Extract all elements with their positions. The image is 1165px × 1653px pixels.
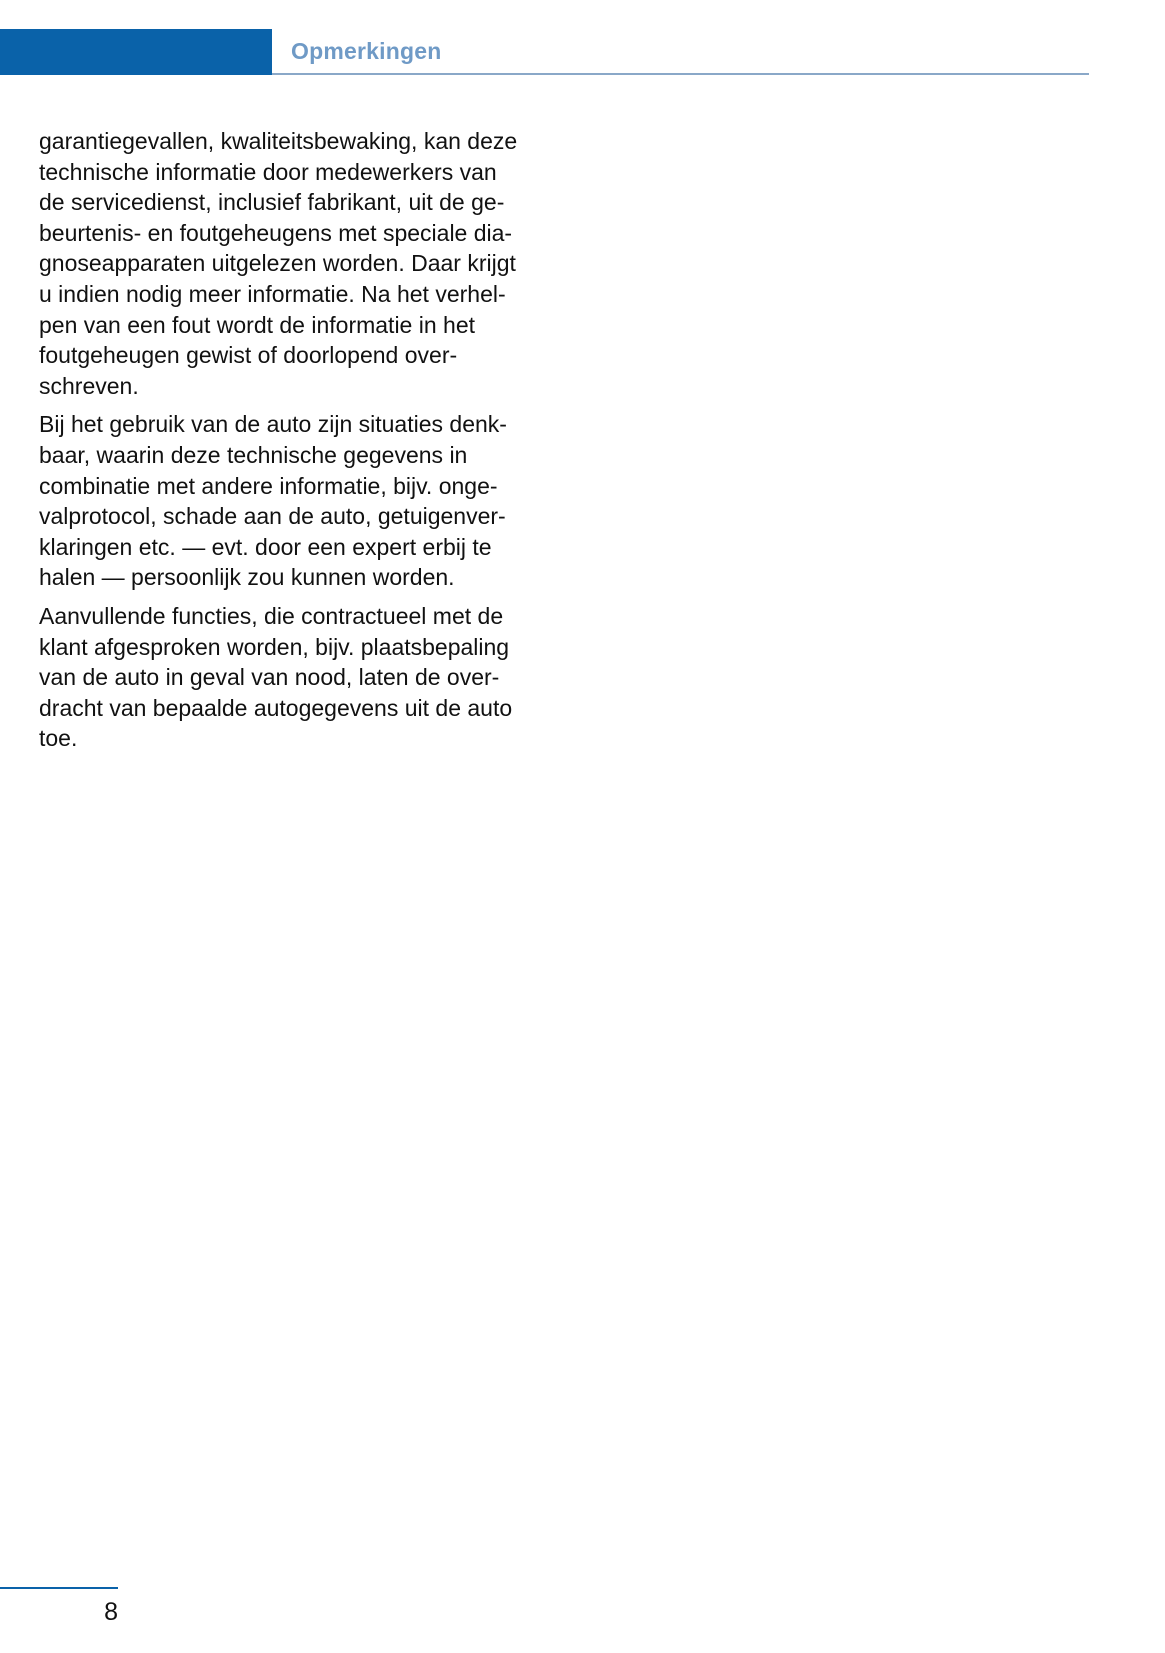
footer-rule xyxy=(0,1587,118,1589)
text-line: dracht van bepaalde autogegevens uit de auto xyxy=(39,694,513,721)
text-line: gnoseapparaten uitgelezen worden. Daar krijgt xyxy=(39,250,516,277)
text-line: Aanvullende functies, die contractueel met de xyxy=(39,602,504,629)
section-title: Opmerkingen xyxy=(291,38,442,64)
text-line: toe. xyxy=(39,725,78,752)
header-rule xyxy=(272,73,1089,75)
text-line: valprotocol, schade aan de auto, getuigenver- xyxy=(39,503,506,530)
text-line: pen van een fout wordt de informatie in het xyxy=(39,311,476,338)
header-color-bar xyxy=(0,29,272,75)
text-line: klant afgesproken worden, bijv. plaatsbepaling xyxy=(39,633,510,660)
page-number: 8 xyxy=(104,1598,118,1626)
text-line: klaringen etc. — evt. door een expert erbij te xyxy=(39,533,492,560)
text-line: technische informatie door medewerkers van xyxy=(39,158,497,185)
text-line: baar, waarin deze technische gegevens in xyxy=(39,441,468,468)
text-line: van de auto in geval van nood, laten de over- xyxy=(39,664,500,691)
body-text xyxy=(39,126,559,762)
text-line: halen — persoonlijk zou kunnen worden. xyxy=(39,564,455,591)
text-line: foutgeheugen gewist of doorlopend over- xyxy=(39,342,458,369)
text-line: schreven. xyxy=(39,372,139,399)
text-line: combinatie met andere informatie, bijv. onge- xyxy=(39,472,498,499)
paragraph-1 xyxy=(39,126,559,401)
paragraph-3 xyxy=(39,601,559,754)
text-line: u indien nodig meer informatie. Na het verhel- xyxy=(39,280,506,307)
text-line: Bij het gebruik van de auto zijn situaties denk- xyxy=(39,411,507,438)
text-line: de servicedienst, inclusief fabrikant, uit de ge- xyxy=(39,189,505,216)
text-line: beurtenis- en foutgeheugens met speciale dia- xyxy=(39,219,513,246)
text-line: garantiegevallen, kwaliteitsbewaking, kan deze xyxy=(39,128,518,154)
paragraph-2 xyxy=(39,409,559,593)
